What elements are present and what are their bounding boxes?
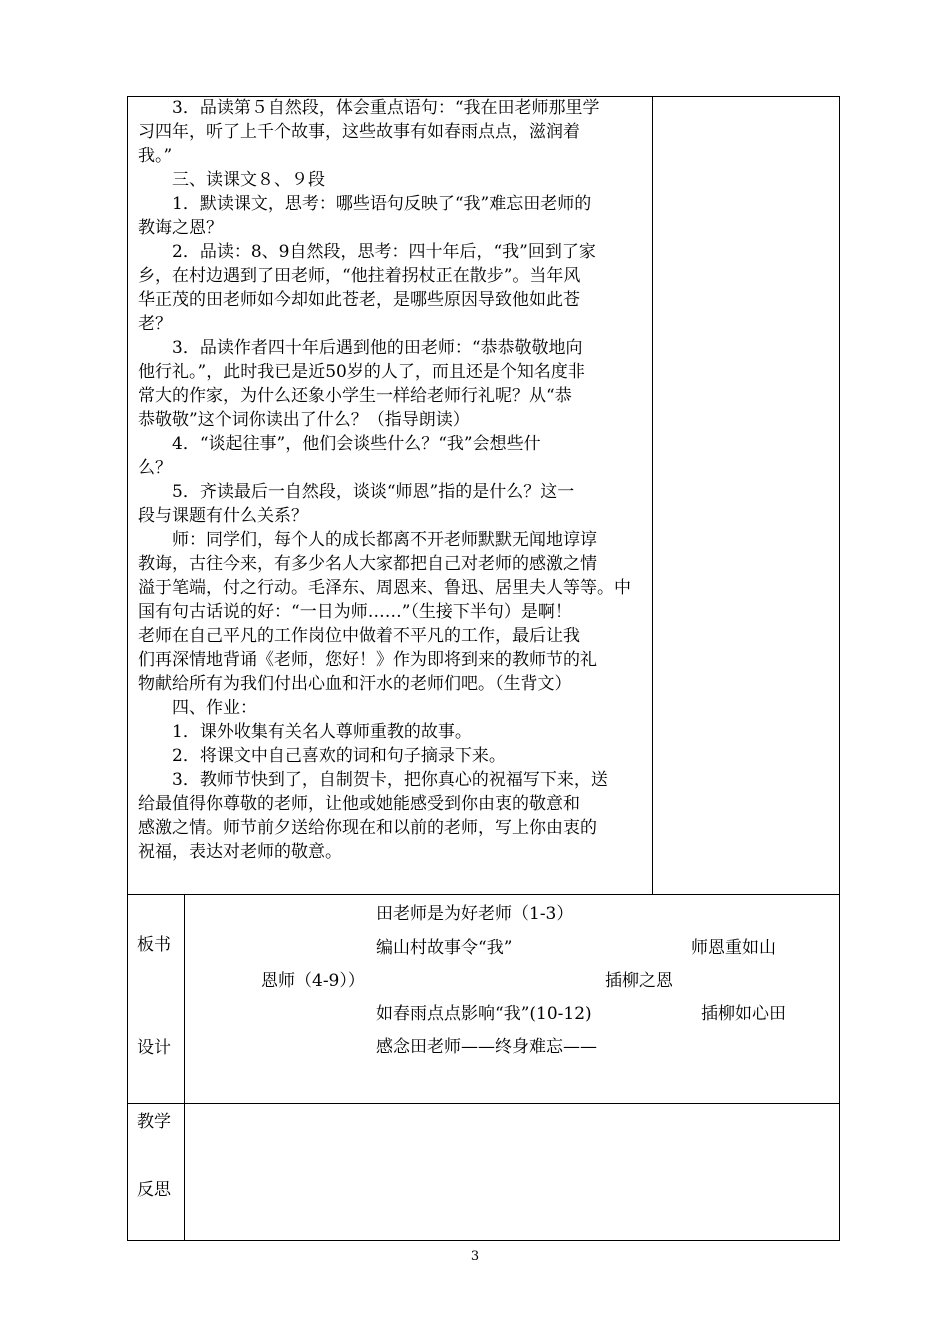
content-line: 老师在自己平凡的工作岗位中做着不平凡的工作，最后让我 (138, 626, 580, 646)
board-label-bottom: 设计 (137, 1038, 171, 1058)
content-line: 祝福，表达对老师的敬意。 (138, 842, 342, 862)
content-line: 国有句古话说的好：“一日为师……”（生接下半句）是啊！ (138, 602, 572, 622)
lesson-content (138, 96, 648, 864)
content-line: 教诲之恩？ (138, 218, 223, 238)
content-line: 我。” (138, 146, 173, 166)
content-line: 老？ (138, 314, 172, 334)
content-line: 段与课题有什么关系？ (138, 506, 308, 526)
board-line-3b: 插柳之恩 (605, 971, 673, 991)
content-line: 1．默读课文，思考：哪些语句反映了“我”难忘田老师的 (172, 194, 592, 214)
content-line: 乡，在村边遇到了田老师，“他拄着拐杖正在散步”。当年风 (138, 266, 581, 286)
content-line: 3．品读第５自然段，体会重点语句：“我在田老师那里学 (172, 98, 600, 118)
content-line: 华正茂的田老师如今却如此苍老，是哪些原因导致他如此苍 (138, 290, 580, 310)
board-line-5: 感念田老师——终身难忘—— (376, 1037, 597, 1057)
board-label-top: 板书 (137, 935, 171, 955)
content-line: 师：同学们，每个人的成长都离不开老师默默无闻地谆谆 (172, 530, 597, 550)
label-column-divider (184, 894, 185, 1241)
content-line: 习四年，听了上千个故事，这些故事有如春雨点点，滋润着 (138, 122, 580, 142)
content-line: 给最值得你尊敬的老师，让他或她能感受到你由衷的敬意和 (138, 794, 580, 814)
content-line: 教诲，古往今来，有多少名人大家都把自己对老师的感激之情 (138, 554, 597, 574)
board-line-1: 田老师是为好老师（1-3） (376, 904, 574, 924)
content-line: 1．课外收集有关名人尊师重教的故事。 (172, 722, 472, 742)
content-line: 恭敬敬”这个词你读出了什么？（指导朗读） (138, 410, 470, 430)
content-line: 2．将课文中自己喜欢的词和句子摘录下来。 (172, 746, 506, 766)
board-line-3a: 恩师（4-9）） (261, 971, 365, 991)
content-line: 感激之情。师节前夕送给你现在和以前的老师，写上你由衷的 (138, 818, 597, 838)
reflection-label-bottom: 反思 (137, 1180, 171, 1200)
board-line-2b: 师恩重如山 (691, 938, 776, 958)
reflection-label-top: 教学 (137, 1112, 171, 1132)
content-line: 常大的作家，为什么还象小学生一样给老师行礼呢？从“恭 (138, 386, 572, 406)
content-line: 3．品读作者四十年后遇到他的田老师：“恭恭敬敬地向 (172, 338, 583, 358)
row-divider-reflection (127, 1103, 840, 1104)
table-border-right (839, 96, 840, 1241)
content-line: 4．“谈起往事”，他们会谈些什么？“我”会想些什 (172, 434, 541, 454)
board-line-2a: 编山村故事令“我” (376, 938, 513, 958)
content-line: 们再深情地背诵《老师，您好！》作为即将到来的教师节的礼 (138, 650, 597, 670)
board-line-4b: 插柳如心田 (701, 1004, 786, 1024)
content-line: 四、作业： (172, 698, 257, 718)
row-divider-board (127, 894, 840, 895)
content-line: 3．教师节快到了，自制贺卡，把你真心的祝福写下来，送 (172, 770, 608, 790)
board-line-4a: 如春雨点点影响“我”(10-12) (376, 1004, 592, 1024)
content-line: 他行礼。”，此时我已是近50岁的人了，而且还是个知名度非 (138, 362, 585, 382)
page-number: 3 (470, 1249, 480, 1264)
table-border-left (127, 96, 128, 1241)
content-line: 物献给所有为我们付出心血和汗水的老师们吧。（生背文） (138, 674, 572, 694)
table-border-bottom (127, 1240, 840, 1241)
content-line: 2．品读：8、9自然段，思考：四十年后，“我”回到了家 (172, 242, 596, 262)
content-line: 么？ (138, 458, 172, 478)
content-line: 溢于笔端，付之行动。毛泽东、周恩来、鲁迅、居里夫人等等。中 (138, 578, 631, 598)
content-line: 三、读课文８、９段 (172, 170, 325, 190)
content-line: 5．齐读最后一自然段，谈谈“师恩”指的是什么？这一 (172, 482, 575, 502)
content-column-divider (652, 96, 653, 895)
